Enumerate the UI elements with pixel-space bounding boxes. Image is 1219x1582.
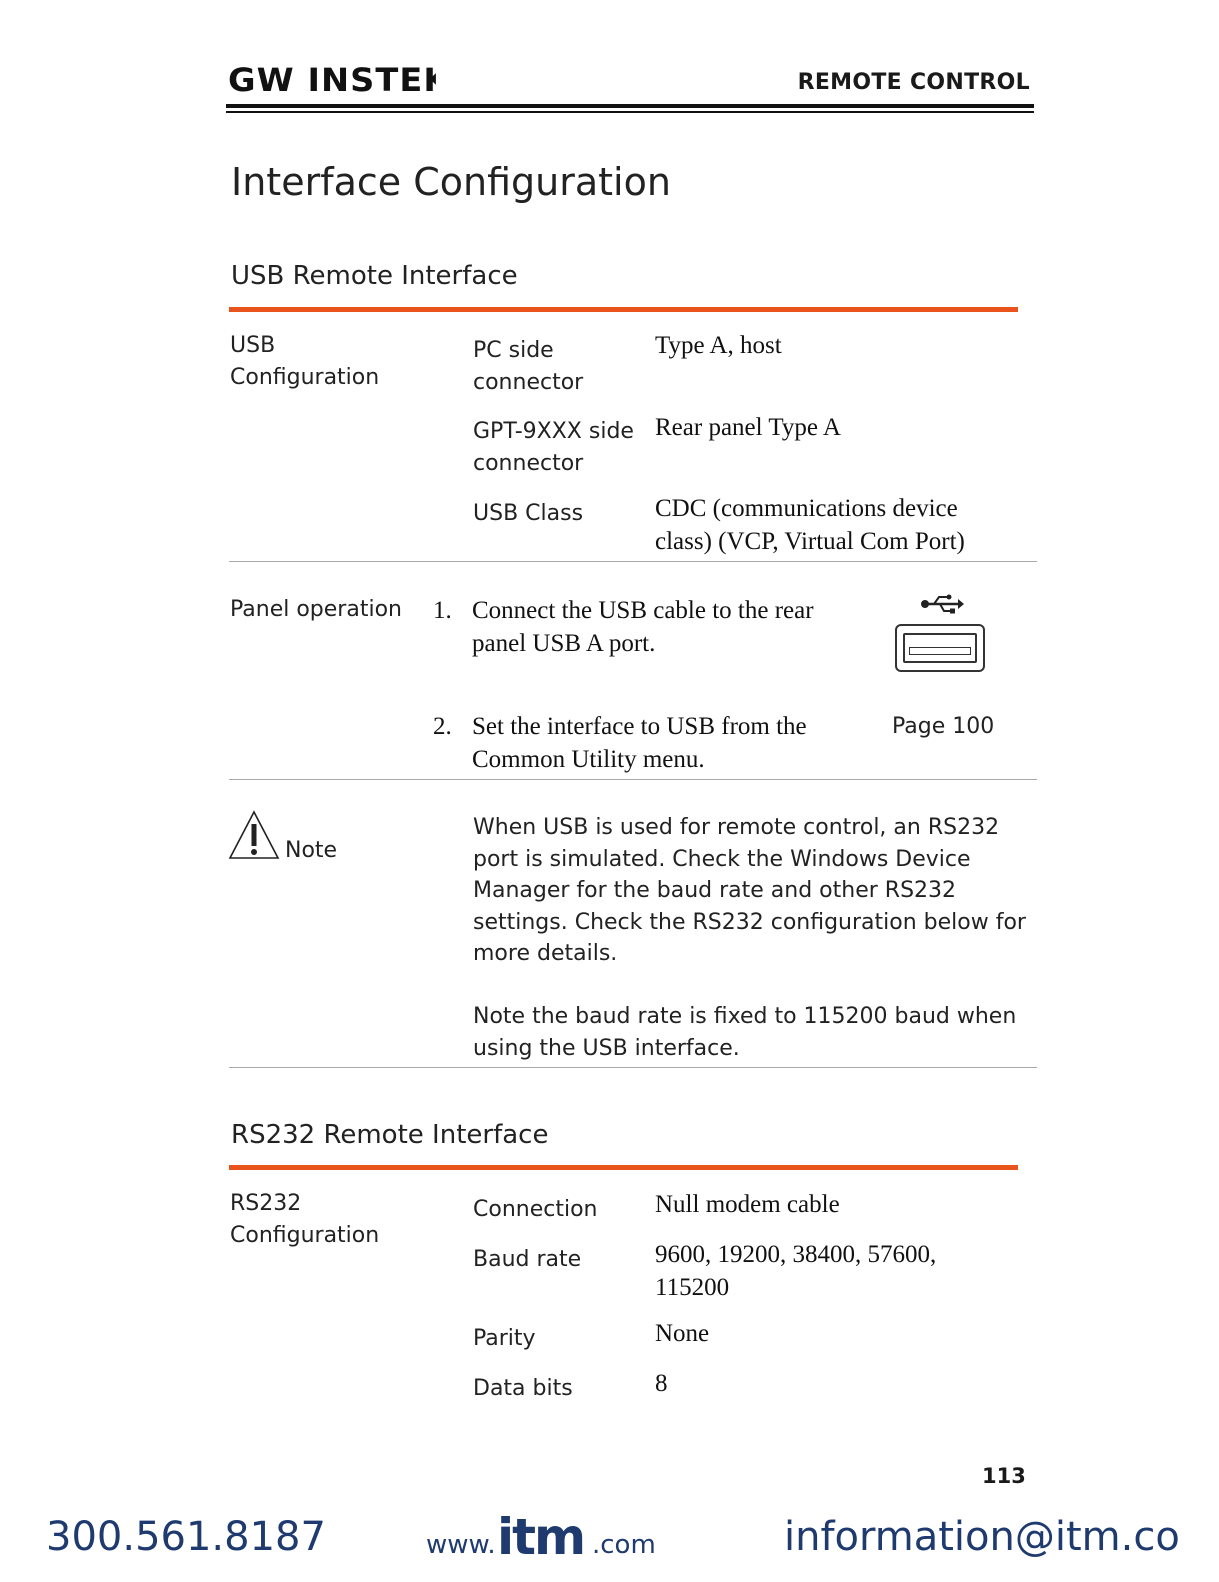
usb-section-title: USB Remote Interface [231, 261, 518, 291]
usb-row-value: Rear panel Type A [655, 414, 841, 441]
step-text: Set the interface to USB from the Common Utility menu. [472, 713, 807, 773]
divider [229, 779, 1037, 780]
header-rule [226, 104, 1034, 108]
panel-operation-label: Panel operation [230, 597, 402, 622]
step-text: Connect the USB cable to the rear panel USB A port. [472, 597, 814, 657]
usb-row-label: USB Class [473, 501, 584, 526]
rs232-row-value: 8 [655, 1370, 668, 1397]
rs232-section-rule [229, 1165, 1018, 1170]
rs232-config-label: RS232 Configuration [230, 1191, 380, 1248]
rs232-section-title: RS232 Remote Interface [231, 1120, 549, 1150]
header-rule-thin [226, 111, 1034, 113]
divider [229, 1067, 1037, 1068]
header-section-title: REMOTE CONTROL [797, 70, 1030, 95]
footer-com: .com [592, 1530, 656, 1560]
usb-row-value: Type A, host [655, 332, 782, 359]
svg-text:GW INSTEK: GW INSTEK [228, 62, 436, 96]
usb-port-icon [895, 624, 985, 672]
brand-logo [228, 62, 436, 104]
usb-row-label: GPT-9XXX side connector [473, 419, 634, 476]
usb-row-label: PC side connector [473, 338, 584, 395]
footer-itm-logo: itm [497, 1508, 585, 1566]
note-text: When USB is used for remote control, an RS232 port is simulated. Check the Windows Device Manager for the baud rate and other RS232 settings. Check the RS232 configuration below for more details. [473, 815, 1026, 966]
note-text: Note the baud rate is fixed to 115200 baud when using the USB interface. [473, 1004, 1017, 1061]
rs232-row-value: Null modem cable [655, 1191, 840, 1218]
rs232-row-value: 9600, 19200, 38400, 57600, 115200 [655, 1241, 937, 1301]
usb-row-value: CDC (communications device class) (VCP, Virtual Com Port) [655, 495, 965, 555]
rs232-row-value: None [655, 1320, 710, 1347]
footer-phone: 300.561.8187 [46, 1514, 326, 1560]
step-number: 2. [433, 713, 452, 740]
rs232-row-label: Connection [473, 1197, 598, 1222]
usb-config-label: USB Configuration [230, 333, 380, 390]
usb-symbol-icon [918, 592, 964, 620]
note-label: Note [285, 838, 338, 863]
footer-www: www. [426, 1530, 496, 1560]
page-number: 113 [982, 1464, 1026, 1488]
step-number: 1. [433, 597, 452, 624]
divider [229, 561, 1037, 562]
rs232-row-label: Parity [473, 1326, 536, 1351]
usb-section-rule [229, 307, 1018, 312]
page-reference-link[interactable]: Page 100 [892, 714, 995, 739]
rs232-row-label: Data bits [473, 1376, 573, 1401]
gw-instek-logo-icon [228, 62, 436, 96]
warning-icon [228, 810, 280, 866]
page-title: Interface Configuration [231, 160, 671, 204]
rs232-row-label: Baud rate [473, 1247, 582, 1272]
footer-email-link[interactable]: information@itm.co [784, 1514, 1180, 1560]
